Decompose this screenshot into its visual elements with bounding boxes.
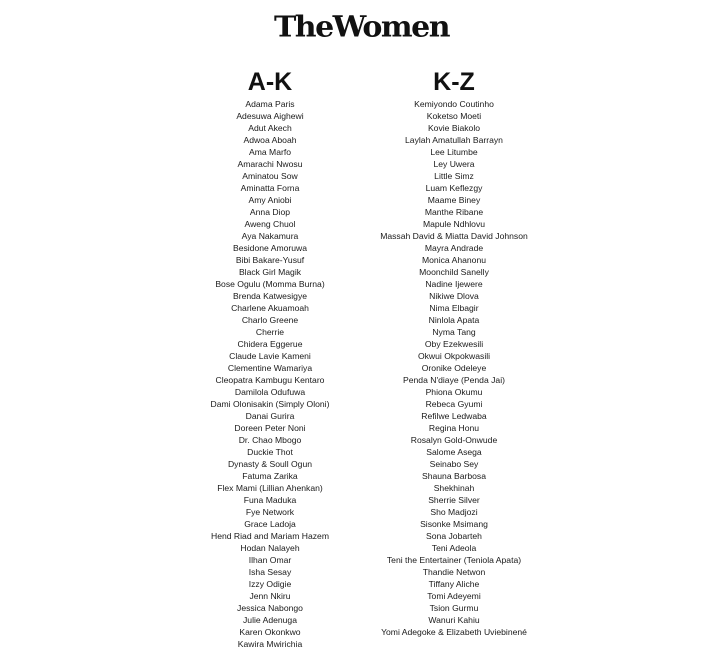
name-list-item[interactable]: Besidone Amoruwa: [232, 243, 308, 253]
name-list-item[interactable]: Oby Ezekwesili: [424, 339, 484, 349]
name-list-item[interactable]: Sona Jobarteh: [426, 531, 482, 541]
name-list-item[interactable]: Aweng Chuol: [244, 219, 296, 229]
name-list-item[interactable]: Isha Sesay: [248, 567, 292, 577]
name-list-item[interactable]: Aminatou Sow: [242, 171, 298, 181]
names-list-k-z: [354, 98, 554, 638]
name-list-item[interactable]: Grace Ladoja: [244, 519, 296, 529]
name-list-item[interactable]: Chidera Eggerue: [237, 339, 303, 349]
name-list-item[interactable]: Doreen Peter Noni: [234, 423, 306, 433]
name-list-item[interactable]: Sisonke Msimang: [420, 519, 488, 529]
name-list-item[interactable]: Funa Maduka: [243, 495, 297, 505]
name-list-item[interactable]: Sho Madjozi: [430, 507, 478, 517]
name-list-item[interactable]: Manthe Ribane: [424, 207, 484, 217]
name-list-item[interactable]: Ninlola Apata: [428, 315, 480, 325]
name-list-item[interactable]: Laylah Amatullah Barrayn: [405, 135, 503, 145]
name-list-item[interactable]: Tiffany Aliche: [428, 579, 480, 589]
name-list-item[interactable]: Charlene Akuamoah: [231, 303, 309, 313]
name-list-item[interactable]: Claude Lavie Kameni: [229, 351, 311, 361]
name-list-item[interactable]: Karen Okonkwo: [239, 627, 301, 637]
column-a-k: [170, 66, 370, 650]
name-list-item[interactable]: Penda N'diaye (Penda Jai): [403, 375, 505, 385]
name-list-item[interactable]: Charlo Greene: [241, 315, 299, 325]
name-list-item[interactable]: Dami Olonisakin (Simply Oloni): [210, 399, 330, 409]
name-list-item[interactable]: Koketso Moeti: [426, 111, 482, 121]
name-list-item[interactable]: Fye Network: [245, 507, 295, 517]
name-list-item[interactable]: Damilola Odufuwa: [234, 387, 306, 397]
name-list-item[interactable]: Amarachi Nwosu: [237, 159, 303, 169]
name-list-item[interactable]: Clementine Wamariya: [227, 363, 313, 373]
name-list-item[interactable]: Mapule Ndhlovu: [422, 219, 486, 229]
name-list-item[interactable]: Luam Keflezgy: [425, 183, 483, 193]
name-list-item[interactable]: Cleopatra Kambugu Kentaro: [215, 375, 325, 385]
name-list-item[interactable]: Fatuma Zarika: [242, 471, 298, 481]
name-list-item[interactable]: Little Simz: [434, 171, 474, 181]
name-list-item[interactable]: Adut Akech: [248, 123, 292, 133]
name-list-item[interactable]: Sherrie Silver: [428, 495, 480, 505]
name-list-item[interactable]: Anna Diop: [249, 207, 291, 217]
site-logo[interactable]: TheWomen: [273, 10, 450, 45]
name-list-item[interactable]: Cherrie: [255, 327, 285, 337]
name-list-item[interactable]: Kovie Biakolo: [427, 123, 481, 133]
name-list-item[interactable]: Teni Adeola: [431, 543, 477, 553]
name-list-item[interactable]: Seinabo Sey: [429, 459, 479, 469]
name-list-item[interactable]: Kemiyondo Coutinho: [414, 99, 494, 109]
name-list-item[interactable]: Okwui Okpokwasili: [417, 351, 491, 361]
name-list-item[interactable]: Wanuri Kahiu: [428, 615, 480, 625]
name-list-item[interactable]: Flex Mami (Lillian Ahenkan): [217, 483, 323, 493]
name-list-item[interactable]: Adwoa Aboah: [243, 135, 297, 145]
name-list-item[interactable]: Ama Marfo: [248, 147, 292, 157]
name-list-item[interactable]: Aminatta Forna: [240, 183, 300, 193]
name-list-item[interactable]: Ley Uwera: [433, 159, 475, 169]
name-list-item[interactable]: Bibi Bakare-Yusuf: [235, 255, 305, 265]
name-list-item[interactable]: Jenn Nkiru: [249, 591, 291, 601]
name-list-item[interactable]: Dr. Chao Mbogo: [238, 435, 302, 445]
name-list-item[interactable]: Black Girl Magik: [238, 267, 302, 277]
column-k-z: [354, 66, 554, 638]
name-list-item[interactable]: Mayra Andrade: [424, 243, 484, 253]
name-list-item[interactable]: Tsion Gurmu: [429, 603, 479, 613]
column-heading-a-k: A-K: [247, 68, 293, 96]
name-list-item[interactable]: Maame Biney: [427, 195, 481, 205]
name-list-item[interactable]: Ilhan Omar: [248, 555, 292, 565]
name-list-item[interactable]: Julie Adenuga: [243, 615, 297, 625]
name-list-item[interactable]: Shekhinah: [433, 483, 475, 493]
name-list-item[interactable]: Dynasty & Soull Ogun: [227, 459, 313, 469]
name-list-item[interactable]: Adama Paris: [245, 99, 295, 109]
name-list-item[interactable]: Nikiwe Dlova: [429, 291, 479, 301]
name-list-item[interactable]: Aya Nakamura: [241, 231, 299, 241]
name-list-item[interactable]: Jessica Nabongo: [237, 603, 303, 613]
name-list-item[interactable]: Teni the Entertainer (Teniola Apata): [386, 555, 522, 565]
name-list-item[interactable]: Danai Gurira: [245, 411, 295, 421]
name-list-item[interactable]: Moonchild Sanelly: [419, 267, 489, 277]
name-list-item[interactable]: Nima Elbagir: [429, 303, 479, 313]
name-list-item[interactable]: Nadine Ijewere: [425, 279, 483, 289]
name-list-item[interactable]: Shauna Barbosa: [421, 471, 487, 481]
name-list-item[interactable]: Nyma Tang: [432, 327, 476, 337]
name-list-item[interactable]: Refilwe Ledwaba: [421, 411, 487, 421]
column-heading-k-z: K-Z: [433, 68, 475, 96]
name-list-item[interactable]: Adesuwa Aighewi: [236, 111, 304, 121]
names-list-a-k: [170, 98, 370, 650]
name-list-item[interactable]: Massah David & Miatta David Johnson: [380, 231, 528, 241]
name-list-item[interactable]: Brenda Katwesigye: [232, 291, 308, 301]
name-list-item[interactable]: Lee Litumbe: [430, 147, 478, 157]
name-list-item[interactable]: Hodan Nalayeh: [240, 543, 300, 553]
name-list-item[interactable]: Kawira Mwirichia: [237, 639, 303, 649]
name-list-item[interactable]: Izzy Odigie: [248, 579, 292, 589]
name-list-item[interactable]: Tomi Adeyemi: [427, 591, 481, 601]
name-list-item[interactable]: Rebeca Gyumi: [425, 399, 483, 409]
name-list-item[interactable]: Bose Ogulu (Momma Burna): [215, 279, 325, 289]
name-list-item[interactable]: Thandie Netwon: [422, 567, 486, 577]
name-list-item[interactable]: Rosalyn Gold-Onwude: [410, 435, 498, 445]
name-list-item[interactable]: Salome Asega: [426, 447, 482, 457]
name-list-item[interactable]: Duckie Thot: [247, 447, 293, 457]
name-list-item[interactable]: Oronike Odeleye: [421, 363, 487, 373]
name-list-item[interactable]: Amy Aniobi: [248, 195, 292, 205]
name-list-item[interactable]: Regina Honu: [428, 423, 480, 433]
name-list-item[interactable]: Monica Ahanonu: [421, 255, 487, 265]
name-list-item[interactable]: Hend Riad and Mariam Hazem: [211, 531, 329, 541]
name-list-item[interactable]: Yomi Adegoke & Elizabeth Uviebinené: [381, 627, 527, 637]
name-list-item[interactable]: Phiona Okumu: [425, 387, 483, 397]
